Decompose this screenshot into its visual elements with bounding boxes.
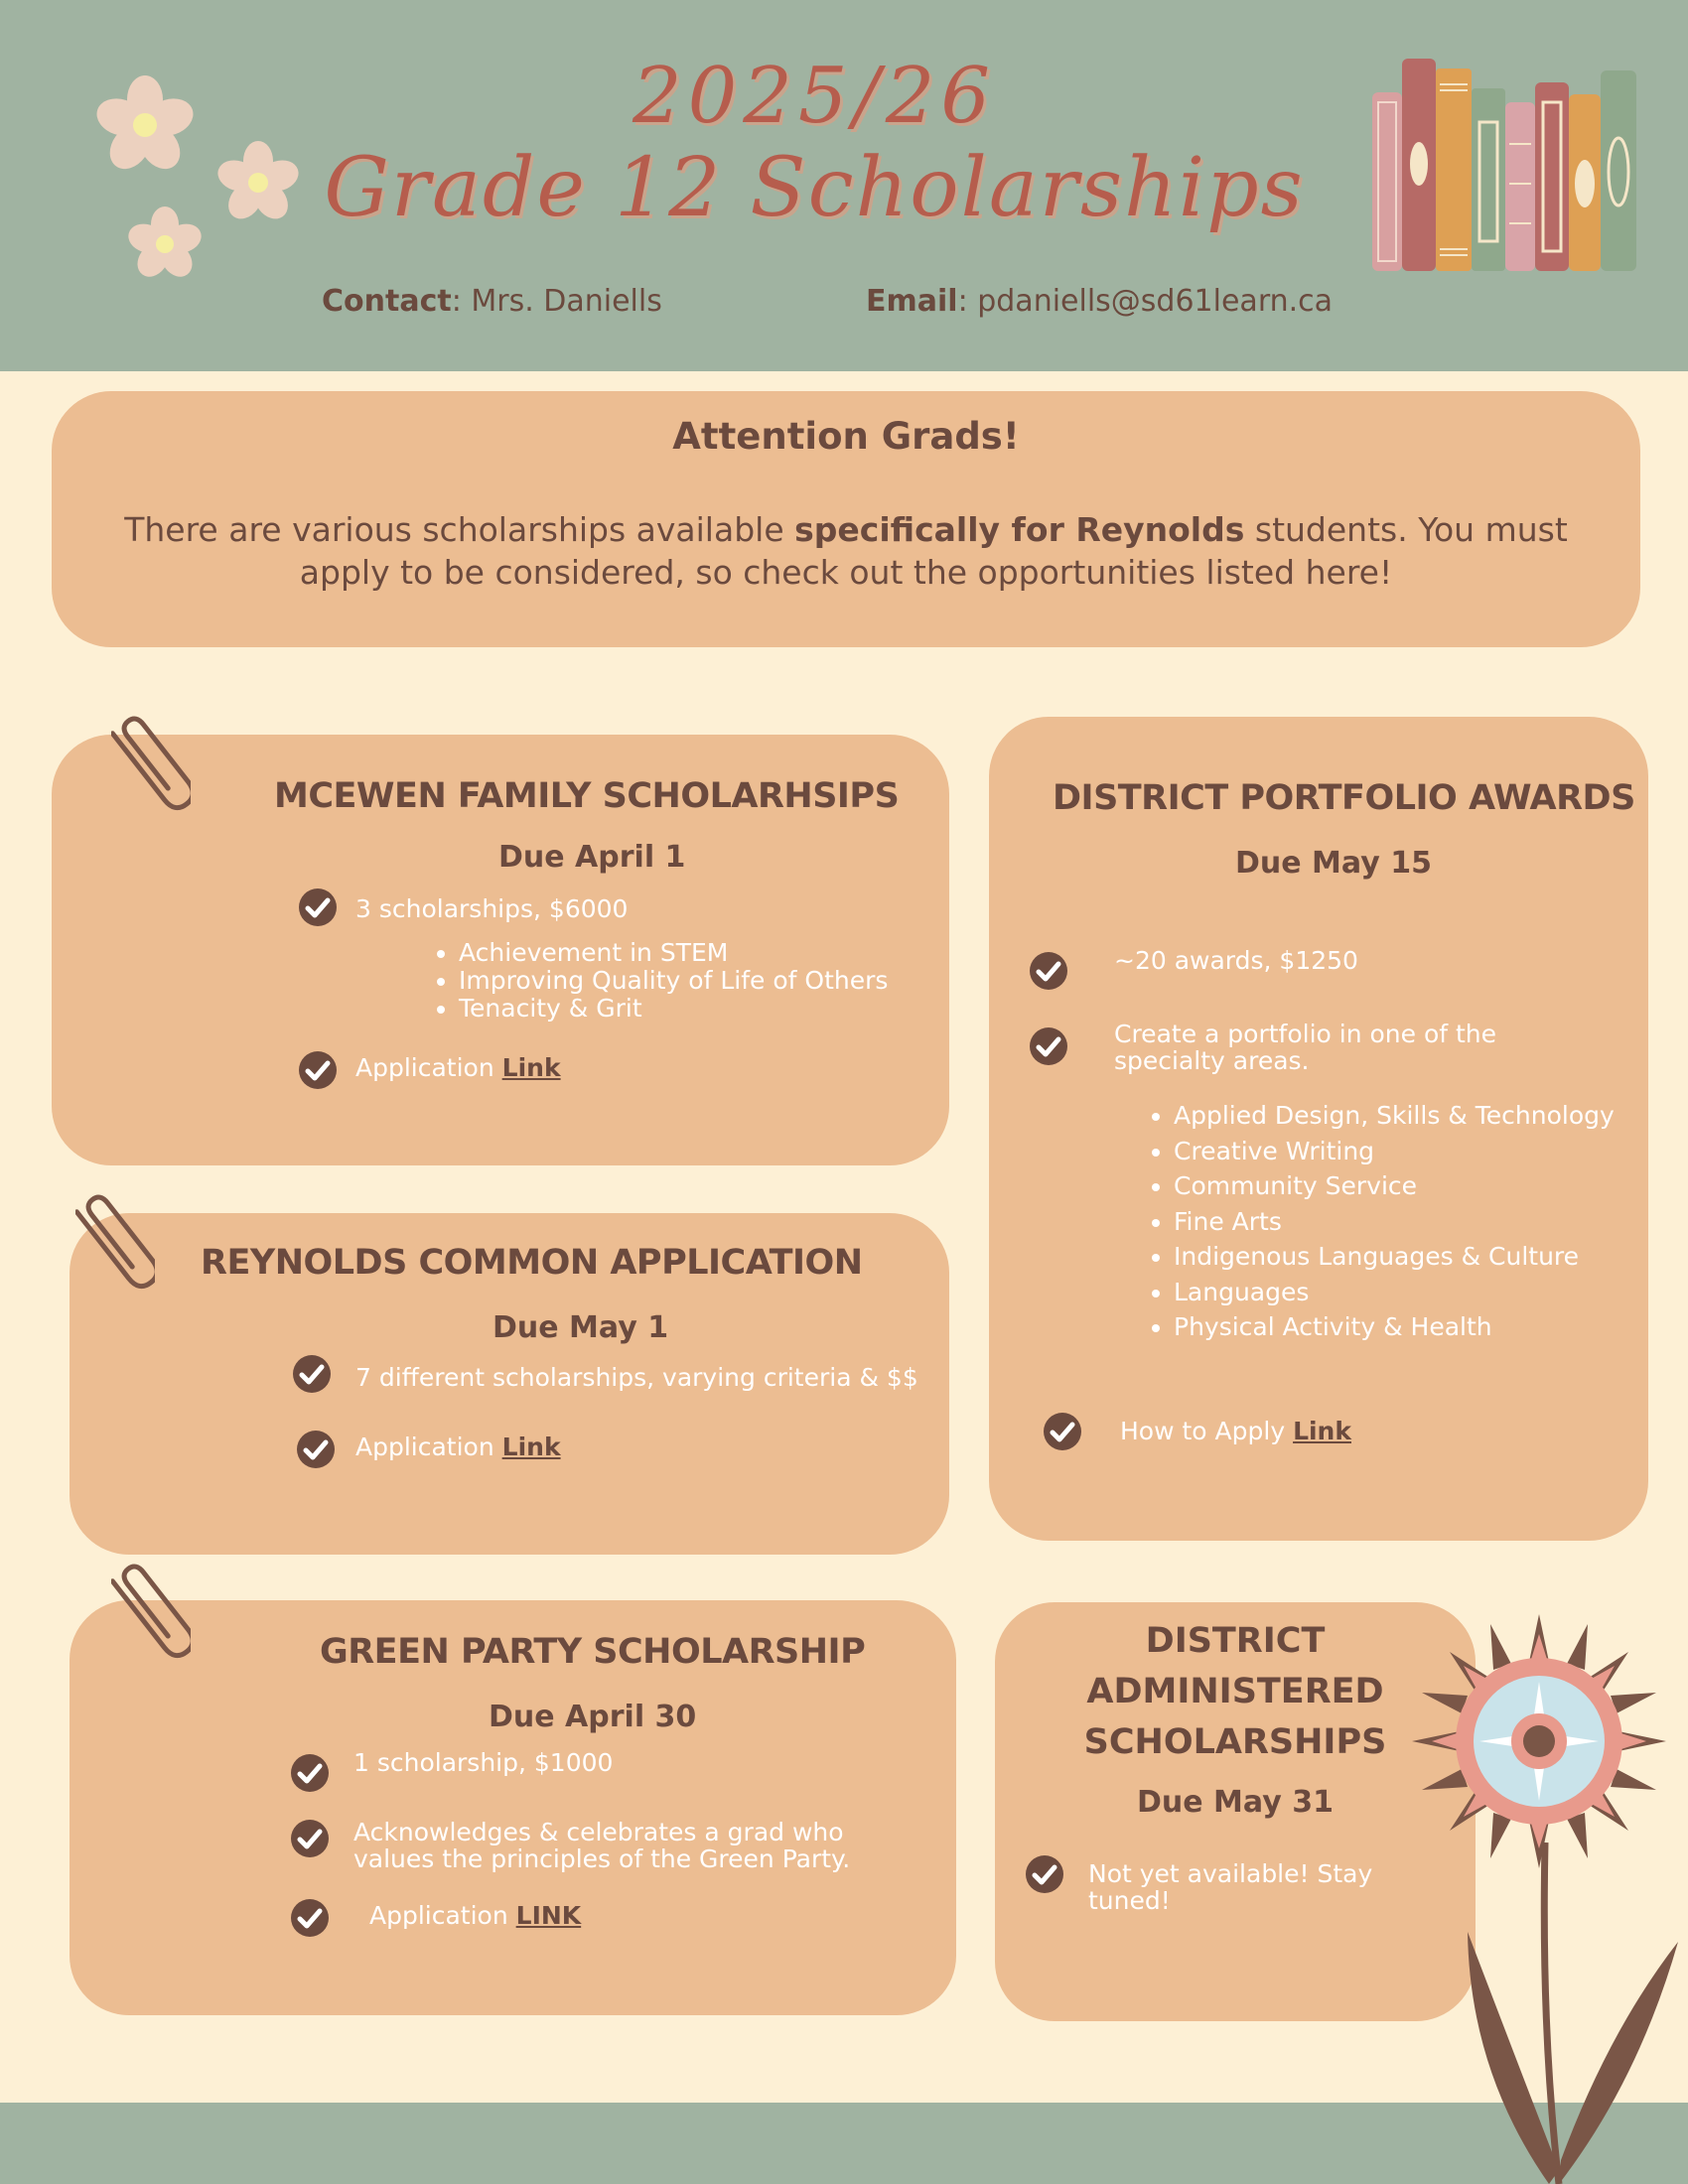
list-item: • Physical Activity & Health: [1174, 1309, 1622, 1345]
check-icon: [296, 1430, 336, 1469]
check-icon: [290, 1898, 330, 1938]
mcewen-title: MCEWEN FAMILY SCHOLARHSIPS: [274, 776, 900, 816]
portfolio-how-to-apply: [1120, 1418, 1351, 1444]
mcewen-due: Due April 1: [498, 840, 686, 875]
attention-text-part1: There are various scholarships available: [124, 510, 795, 549]
paperclip-icon: [75, 1185, 155, 1304]
green-application-link[interactable]: LINK: [515, 1901, 582, 1930]
contact-value: : Mrs. Daniells: [451, 284, 662, 319]
check-icon: [1043, 1412, 1082, 1451]
email-value: : pdaniells@sd61learn.ca: [957, 284, 1334, 319]
reynolds-application-link[interactable]: Link: [501, 1433, 561, 1461]
mcewen-app-text: Application: [355, 1053, 502, 1082]
contact-label: Contact: [322, 284, 452, 319]
portfolio-item1: ~20 awards, $1250: [1114, 946, 1358, 975]
green-due: Due April 30: [489, 1700, 697, 1734]
list-item: • Creative Writing: [1174, 1134, 1622, 1169]
district-title-line2: ADMINISTERED: [1086, 1672, 1384, 1711]
green-party-card: [70, 1600, 956, 2015]
check-icon: [298, 1050, 338, 1090]
attention-text-part2: students. You must apply to be considered, so check out the opportunities listed here!: [299, 510, 1568, 592]
reynolds-app-text: Application: [355, 1433, 502, 1461]
district-due: Due May 31: [1137, 1785, 1334, 1820]
check-icon: [1029, 1026, 1068, 1066]
list-item: • Achievement in STEM: [459, 939, 888, 967]
portfolio-how-to-apply-link[interactable]: Link: [1293, 1417, 1351, 1445]
reynolds-title: REYNOLDS COMMON APPLICATION: [201, 1243, 863, 1283]
portfolio-title: DISTRICT PORTFOLIO AWARDS: [1053, 778, 1635, 818]
list-item: • Indigenous Languages & Culture: [1174, 1239, 1622, 1275]
attention-text: [121, 508, 1571, 594]
mcewen-application: [355, 1054, 561, 1081]
reynolds-card: [70, 1213, 949, 1555]
paperclip-icon: [111, 1555, 191, 1674]
district-administered-card: [995, 1602, 1476, 2021]
mcewen-criteria-list: [431, 939, 888, 1023]
list-item: • Community Service: [1174, 1168, 1622, 1204]
portfolio-app-text: How to Apply: [1120, 1417, 1294, 1445]
reynolds-application: [355, 1433, 561, 1460]
portfolio-item2: Create a portfolio in one of the specialty areas.: [1114, 1020, 1497, 1075]
green-title: GREEN PARTY SCHOLARSHIP: [320, 1632, 866, 1672]
reynolds-item1: 7 different scholarships, varying criteria & $$: [355, 1363, 918, 1392]
check-icon: [1029, 951, 1068, 991]
attention-card: [52, 391, 1640, 647]
portfolio-specialty-list: [1146, 1098, 1622, 1345]
list-item: • Improving Quality of Life of Others: [459, 967, 888, 995]
contact-info: [322, 284, 662, 319]
green-app-text: Application: [369, 1901, 516, 1930]
title-year: 2025/26: [632, 52, 997, 141]
mcewen-application-link[interactable]: Link: [501, 1053, 561, 1082]
check-icon: [1025, 1854, 1064, 1894]
mcewen-item1: 3 scholarships, $6000: [355, 894, 629, 923]
list-item: • Fine Arts: [1174, 1204, 1622, 1240]
portfolio-card: [989, 717, 1648, 1541]
list-item: • Applied Design, Skills & Technology: [1174, 1098, 1622, 1134]
check-icon: [290, 1753, 330, 1793]
check-icon: [298, 887, 338, 927]
reynolds-due: Due May 1: [492, 1310, 669, 1345]
email-label: Email: [866, 284, 958, 319]
green-item1: 1 scholarship, $1000: [353, 1748, 614, 1777]
green-item2: Acknowledges & celebrates a grad who values the principles of the Green Party.: [353, 1818, 851, 1873]
green-application: [369, 1902, 581, 1929]
page-title: Grade 12 Scholarships: [324, 141, 1305, 235]
district-title: [995, 1616, 1476, 1768]
flower-decoration-icon: [1410, 1614, 1688, 2184]
list-item: • Tenacity & Grit: [459, 995, 888, 1023]
portfolio-due: Due May 15: [1235, 846, 1432, 881]
check-icon: [292, 1354, 332, 1394]
list-item: • Languages: [1174, 1275, 1622, 1310]
attention-text-bold: specifically for Reynolds: [794, 510, 1245, 549]
district-title-line1: DISTRICT: [1145, 1621, 1326, 1661]
email-info: [866, 284, 1333, 319]
district-title-line3: SCHOLARSHIPS: [1083, 1722, 1387, 1762]
paperclip-icon: [111, 707, 191, 826]
district-item1: Not yet available! Stay tuned!: [1088, 1859, 1373, 1915]
attention-heading: Attention Grads!: [672, 415, 1020, 458]
check-icon: [290, 1819, 330, 1858]
